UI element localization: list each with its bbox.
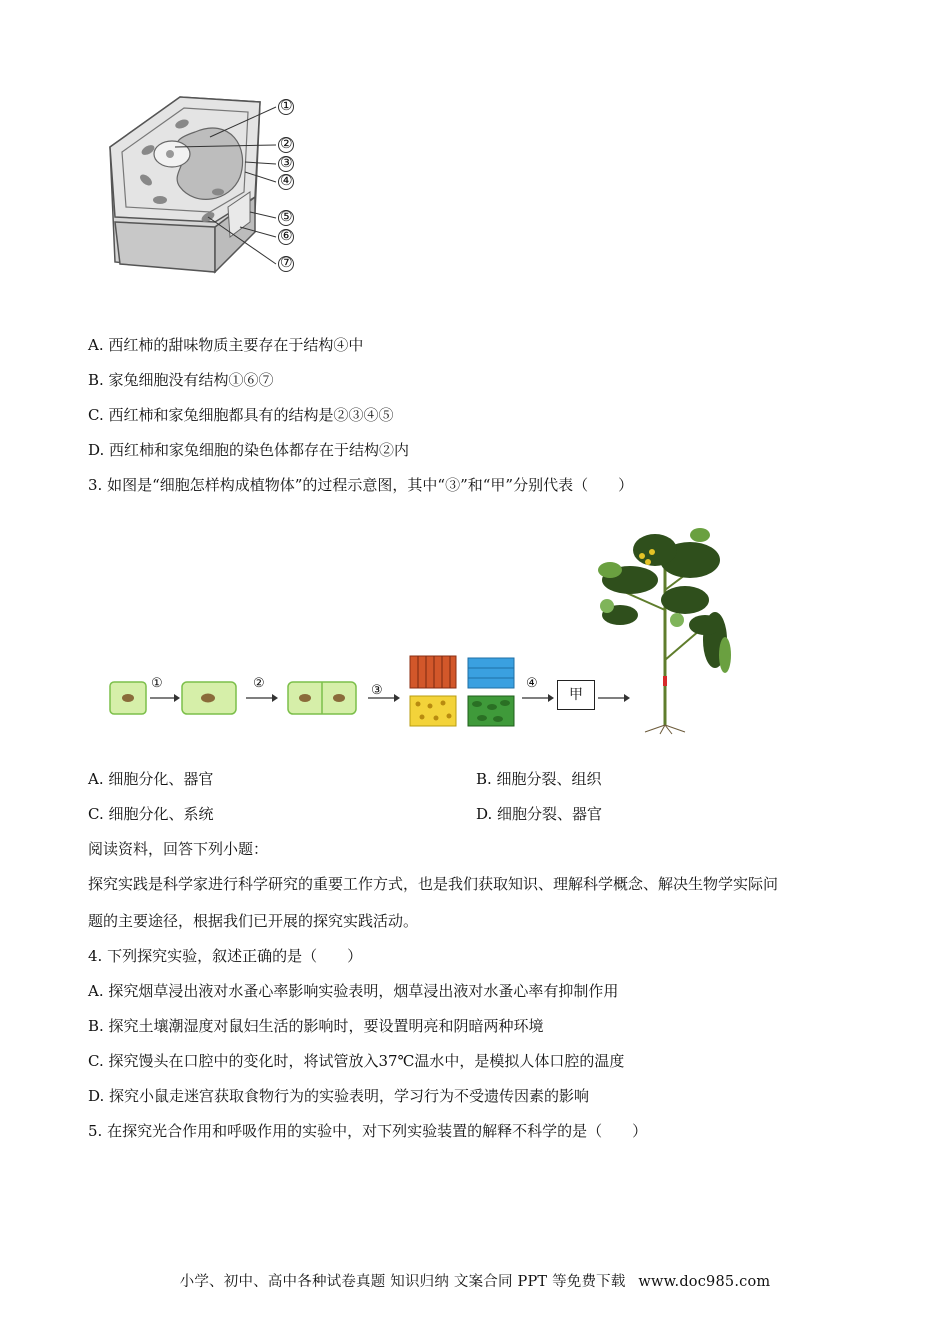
plant-cell-diagram xyxy=(100,92,310,277)
q3-option-c: C. 细胞分化、系统 xyxy=(88,805,214,823)
q3-option-b: B. 细胞分裂、组织 xyxy=(476,770,602,788)
cell-label-3: ③ xyxy=(280,155,293,171)
footer-url[interactable]: www.doc985.com xyxy=(638,1274,771,1290)
cell-label-5: ⑤ xyxy=(280,209,293,225)
q3-option-d: D. 细胞分裂、器官 xyxy=(476,805,603,823)
reading-intro: 阅读资料，回答下列小题： xyxy=(88,840,269,858)
q4-stem: 4. 下列探究实验，叙述正确的是（ ） xyxy=(88,947,363,965)
q2-option-a: A. 西红柿的甜味物质主要存在于结构④中 xyxy=(88,336,364,354)
q3-stem: 3. 如图是“细胞怎样构成植物体”的过程示意图，其中“③”和“甲”分别代表（ ） xyxy=(88,476,634,494)
step-label-3: ③ xyxy=(371,683,383,698)
step-label-4: ④ xyxy=(526,676,538,691)
q5-stem: 5. 在探究光合作用和呼吸作用的实验中，对下列实验装置的解释不科学的是（ ） xyxy=(88,1122,648,1140)
footer-text: 小学、初中、高中各种试卷真题 知识归纳 文案合同 PPT 等免费下载 xyxy=(179,1274,626,1290)
cell-to-plant-process-diagram xyxy=(100,520,740,735)
cell-label-4: ④ xyxy=(280,173,293,189)
cell-label-7: ⑦ xyxy=(280,255,293,271)
organ-box-label: 甲 xyxy=(557,680,595,710)
q4-option-a: A. 探究烟草浸出液对水蚤心率影响实验表明，烟草浸出液对水蚤心率有抑制作用 xyxy=(88,982,619,1000)
cell-label-1: ① xyxy=(280,98,293,114)
q3-option-a: A. 细胞分化、器官 xyxy=(88,770,214,788)
q2-option-c: C. 西红柿和家兔细胞都具有的结构是②③④⑤ xyxy=(88,406,394,424)
q2-option-b: B. 家兔细胞没有结构①⑥⑦ xyxy=(88,371,274,389)
page-footer xyxy=(0,1270,950,1291)
q4-option-b: B. 探究土壤潮湿度对鼠妇生活的影响时，要设置明亮和阴暗两种环境 xyxy=(88,1017,544,1035)
cell-label-2: ② xyxy=(280,136,293,152)
reading-paragraph-line2: 题的主要途径，根据我们已开展的探究实践活动。 xyxy=(88,912,419,930)
q4-option-c: C. 探究馒头在口腔中的变化时，将试管放入37℃温水中，是模拟人体口腔的温度 xyxy=(88,1052,625,1070)
step-label-1: ① xyxy=(151,676,163,691)
step-label-2: ② xyxy=(253,676,265,691)
reading-paragraph-line1: 探究实践是科学家进行科学研究的重要工作方式，也是我们获取知识、理解科学概念、解决生物学实际问 xyxy=(88,875,779,893)
q4-option-d: D. 探究小鼠走迷宫获取食物行为的实验表明，学习行为不受遗传因素的影响 xyxy=(88,1087,590,1105)
cell-label-6: ⑥ xyxy=(280,228,293,244)
q2-option-d: D. 西红柿和家兔细胞的染色体都存在于结构②内 xyxy=(88,441,410,459)
